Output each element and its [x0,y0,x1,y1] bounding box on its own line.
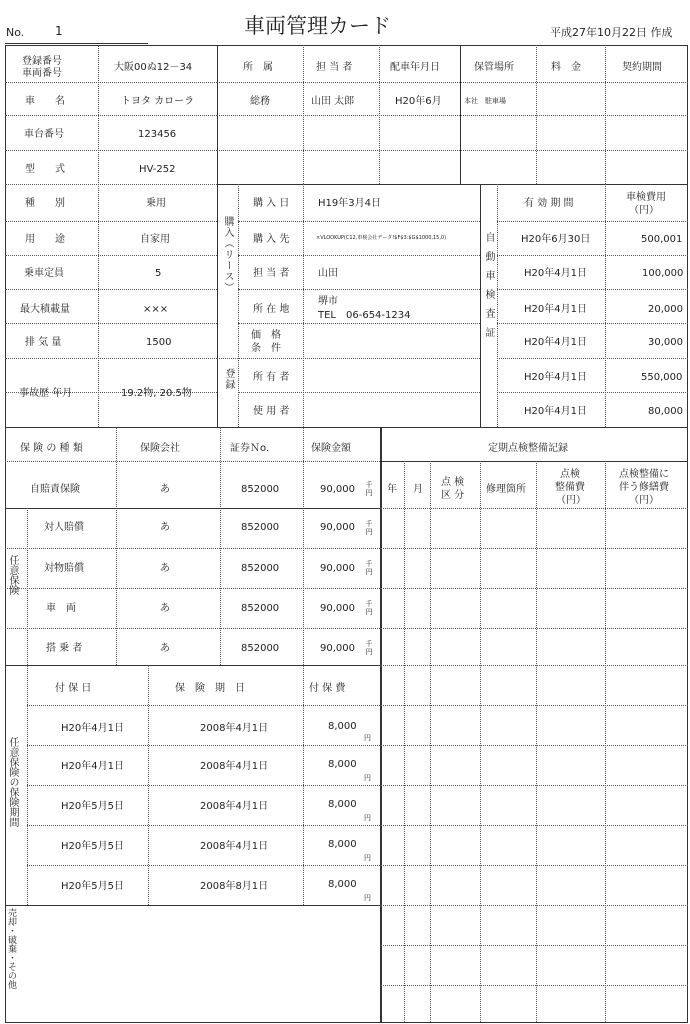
displacement-label: 排 気 量 [25,337,62,348]
model-value: HV-252 [139,164,176,175]
grid-line [5,184,217,185]
chassis-value: 123456 [138,129,177,140]
use-value: 自家用 [140,234,170,245]
period-fee: 8,000 [328,721,357,732]
insurance-type: 自賠責保険 [30,484,80,495]
disposal-label: 売却・破棄・その他 [6,908,16,989]
grid-line [238,289,480,290]
insurance-company: あ [160,522,170,533]
inspection-validity-header: 有 効 期 間 [524,198,574,209]
grid-line [98,45,99,427]
period-end: 2008年4月1日 [200,801,269,812]
grid-line [5,82,217,83]
grid-line [460,45,461,184]
grid-line [217,184,688,185]
registration-label-2: 車両番号 [22,68,62,79]
grid-line [404,461,405,1022]
period-fee: 8,000 [328,839,357,850]
type-label: 種 別 [25,198,65,209]
grid-line [5,221,217,222]
mgmt-value-dispatch-date: H20年6月 [395,96,442,107]
grid-line [217,82,688,83]
grid-line [380,745,688,746]
insurance-amount: 90,000 [320,643,355,654]
grid-line [5,665,382,666]
grid-line [497,289,688,290]
grid-line [379,45,380,184]
maintenance-cost-header-3: （円） [556,495,586,506]
grid-line [380,825,688,826]
grid-line [497,323,688,324]
grid-line [27,785,380,786]
inspection-cost: 550,000 [641,372,683,383]
insurance-company: あ [160,603,170,614]
grid-line [116,427,117,665]
grid-line [238,358,480,359]
grid-line [5,150,217,151]
capacity-value: 5 [155,268,162,279]
grid-line [605,45,606,184]
insurance-amount: 90,000 [320,603,355,614]
chassis-label: 車台番号 [24,129,64,140]
purchase-person-value: 山田 [318,268,338,279]
period-header-fee: 付 保 費 [309,683,346,694]
insurance-policy: 852000 [241,603,280,614]
period-fee-unit: 円 [364,734,371,742]
grid-line [217,115,688,116]
maintenance-repair-cost-header-1: 点検整備に [619,469,669,480]
insurance-type: 車 両 [46,603,76,614]
grid-line [5,289,217,290]
insurance-unit: 千円 [365,481,373,498]
registration-label-1: 登録番号 [22,56,62,67]
price-terms-label-2: 条 件 [251,343,281,354]
insurance-amount: 90,000 [320,484,355,495]
insurance-company: あ [160,484,170,495]
period-start: H20年4月1日 [61,723,124,734]
period-end: 2008年4月1日 [200,761,269,772]
card-number-value: 1 [55,24,63,38]
inspection-date: H20年6月30日 [521,234,591,245]
grid-line [5,358,217,359]
purchase-lease-group-label: 購入（リース） [222,216,233,293]
inspection-date: H20年4月1日 [524,372,587,383]
grid-line [536,45,537,184]
insurance-policy: 852000 [241,563,280,574]
grid-line [497,221,688,222]
grid-line [497,255,688,256]
grid-line [380,665,688,666]
vendor-label: 購 入 先 [253,234,290,245]
grid-line [217,45,218,427]
grid-line [5,628,380,629]
insurance-amount: 90,000 [320,563,355,574]
grid-line [238,255,480,256]
address-label: 所 在 地 [253,304,290,315]
grid-line [380,508,688,509]
grid-line [27,865,380,866]
insurance-type: 搭 乗 者 [46,643,83,654]
mgmt-header-fee: 料 金 [551,62,581,73]
grid-line [303,45,304,184]
insurance-header-policy: 証券Ｎo. [230,443,270,454]
period-header-end: 保 険 期 日 [175,683,245,694]
grid-line [605,461,606,1022]
maintenance-kind-header-1: 点 検 [441,477,465,488]
use-label: 用 途 [25,234,65,245]
accident-value: 19.2物, 20.5物 [121,388,192,399]
period-fee-unit: 円 [364,894,371,902]
maintenance-cost-header-1: 点検 [560,469,580,480]
grid-line [5,323,217,324]
maintenance-repair-header: 修理箇所 [486,484,526,495]
grid-line [148,665,149,905]
grid-line [380,985,688,986]
grid-line [380,785,688,786]
mgmt-header-person: 担 当 者 [316,62,353,73]
insurance-policy: 852000 [241,484,280,495]
period-end: 2008年4月1日 [200,841,269,852]
registration-value: 大阪00ぬ12－34 [114,62,193,73]
grid-line [380,588,688,589]
address-value-line-1: 堺市 [318,296,338,307]
inspection-cert-group-label: 自動車検査証 [483,232,494,346]
grid-line [480,461,481,1022]
period-fee-unit: 円 [364,774,371,782]
grid-line [5,508,380,509]
grid-line [303,665,304,905]
period-fee-unit: 円 [364,814,371,822]
grid-line [380,548,688,549]
period-fee: 8,000 [328,799,357,810]
grid-line [27,508,28,665]
grid-line [480,184,481,427]
maintenance-cost-header-2: 整備費 [555,482,585,493]
insurance-type: 対人賠償 [44,522,84,533]
insurance-unit: 千円 [365,600,373,617]
grid-line [430,461,431,1022]
insurance-period-group-label: 任意保険の保険期間 [7,737,18,827]
owner-label: 所 有 者 [253,372,290,383]
insurance-policy: 852000 [241,643,280,654]
insurance-company: あ [160,563,170,574]
maintenance-kind-header-2: 区 分 [441,490,465,501]
mgmt-header-contract: 契約期間 [622,62,662,73]
grid-line [238,392,480,393]
insurance-policy: 852000 [241,522,280,533]
insurance-amount: 90,000 [320,522,355,533]
grid-line [536,461,537,1022]
period-start: H20年5月5日 [61,841,124,852]
maintenance-repair-cost-header-2: 伴う修繕費 [619,482,669,493]
grid-line [217,150,688,151]
inspection-cost: 500,001 [641,234,683,245]
inspection-cost: 100,000 [642,268,684,279]
purchase-person-label: 担 当 者 [253,268,290,279]
grid-line [27,705,380,706]
grid-line [5,905,380,906]
grid-line [380,705,688,706]
card-number-underline [5,43,148,44]
inspection-date: H20年4月1日 [524,268,587,279]
mgmt-value-storage: 本社 駐車場 [464,97,506,105]
period-end: 2008年4月1日 [200,723,269,734]
grid-line [303,427,304,665]
maintenance-title: 定期点検整備記録 [488,443,568,454]
inspection-cost: 30,000 [648,337,683,348]
displacement-value: 1500 [146,337,172,348]
inspection-cost: 20,000 [648,304,683,315]
insurance-unit: 千円 [365,560,373,577]
creation-date: 平成27年10月22日 作成 [550,26,673,39]
grid-line [5,255,217,256]
optional-insurance-group-label: 任意保険 [7,555,18,595]
grid-line [27,825,380,826]
grid-line [5,548,380,549]
grid-line [380,427,382,1022]
grid-line [497,392,688,393]
period-header-start: 付 保 日 [55,683,92,694]
inspection-cost-header-1: 車検費用 [626,192,666,203]
period-start: H20年4月1日 [61,761,124,772]
grid-line [5,1022,688,1023]
grid-line [5,588,380,589]
accident-label: 事故歴 年月 [19,388,73,399]
purchase-date-label: 購 入 日 [253,198,290,209]
vendor-value: ×VLOOKUP(C12,車検会社データ!$F$3:$G$1000,15,0) [316,235,447,241]
insurance-header-amount: 保険金額 [311,443,351,454]
maintenance-month-header: 月 [413,484,423,495]
mgmt-value-dept: 総務 [250,96,270,107]
capacity-label: 乗車定員 [24,268,64,279]
inspection-date: H20年4月1日 [524,406,587,417]
inspection-cost: 80,000 [648,406,683,417]
grid-line [217,358,238,359]
max-load-label: 最大積載量 [20,304,70,315]
grid-line [380,905,688,906]
inspection-date: H20年4月1日 [524,337,587,348]
period-fee-unit: 円 [364,854,371,862]
inspection-date: H20年4月1日 [524,304,587,315]
insurance-header-company: 保険会社 [140,443,180,454]
grid-line [5,45,688,46]
type-value: 乗用 [146,198,166,209]
max-load-value: ××× [143,304,169,315]
period-fee: 8,000 [328,879,357,890]
grid-line [380,865,688,866]
grid-line [238,323,480,324]
purchase-date-value: H19年3月4日 [318,198,381,209]
mgmt-header-dept: 所 属 [243,62,273,73]
car-name-value: トヨタ カローラ [121,96,195,107]
car-name-label: 車 名 [25,96,65,107]
grid-line [497,358,688,359]
grid-line [5,427,688,428]
mgmt-header-storage: 保管場所 [474,62,514,73]
maintenance-repair-cost-header-3: （円） [629,495,659,506]
insurance-header-type: 保 険 の 種 類 [20,443,83,454]
card-number-label: No. [6,26,25,39]
grid-line [687,45,688,1022]
model-label: 型 式 [25,164,65,175]
registration-group-label: 登録 [223,368,234,390]
grid-line [380,945,688,946]
insurance-unit: 千円 [365,520,373,537]
period-fee: 8,000 [328,759,357,770]
page-title: 車両管理カード [244,14,391,38]
insurance-unit: 千円 [365,640,373,657]
maintenance-year-header: 年 [387,484,397,495]
period-start: H20年5月5日 [61,881,124,892]
price-terms-label-1: 価 格 [251,330,281,341]
period-end: 2008年8月1日 [200,881,269,892]
address-value-line-2: TEL 06-654-1234 [318,310,411,321]
grid-line [5,45,6,1022]
grid-line [5,115,217,116]
insurance-company: あ [160,643,170,654]
grid-line [220,427,221,665]
grid-line [238,221,480,222]
period-start: H20年5月5日 [61,801,124,812]
inspection-cost-header-2: （円） [629,205,659,216]
mgmt-value-person: 山田 太郎 [311,96,355,107]
grid-line [380,628,688,629]
insurance-type: 対物賠償 [44,563,84,574]
grid-line [27,665,28,905]
user-label: 使 用 者 [253,406,290,417]
mgmt-header-dispatch-date: 配車年月日 [390,62,440,73]
grid-line [380,461,688,462]
grid-line [27,745,380,746]
